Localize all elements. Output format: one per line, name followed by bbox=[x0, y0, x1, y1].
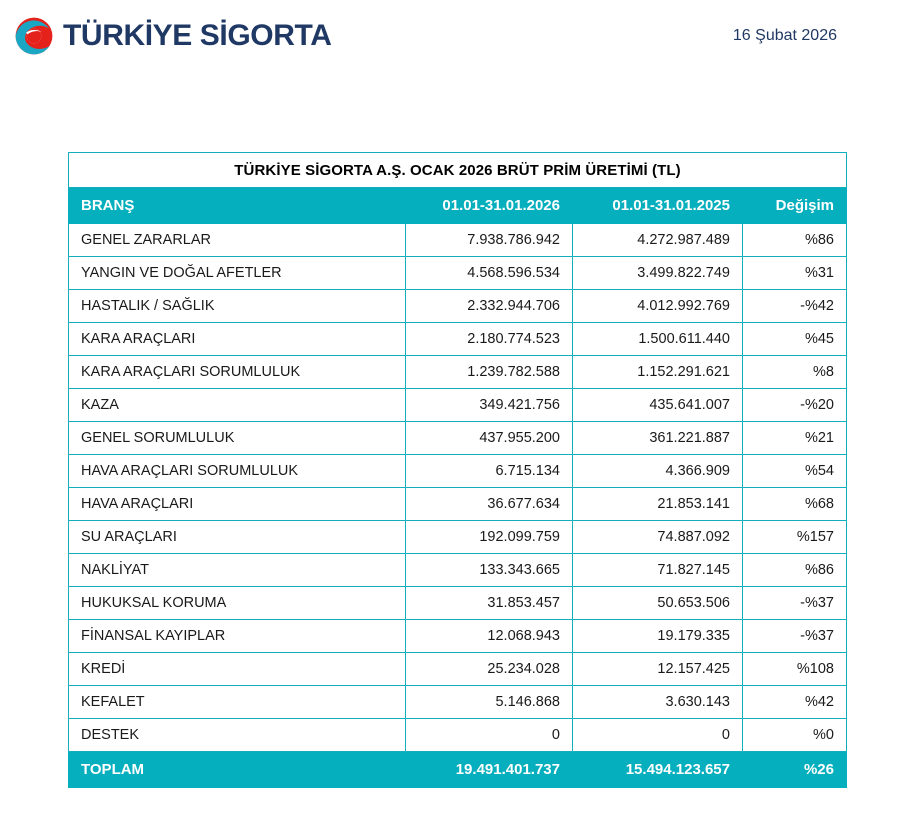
row-change-value: %54 bbox=[743, 455, 847, 488]
row-current-period-value: 31.853.457 bbox=[406, 587, 573, 620]
table-row bbox=[69, 653, 847, 686]
table-row bbox=[69, 224, 847, 257]
row-prior-period-value: 12.157.425 bbox=[573, 653, 743, 686]
premium-table-container bbox=[68, 152, 846, 788]
row-current-period-value: 2.180.774.523 bbox=[406, 323, 573, 356]
row-branch-name: HUKUKSAL KORUMA bbox=[69, 587, 406, 620]
total-label: TOPLAM bbox=[69, 752, 406, 788]
column-header-brans[interactable]: BRANŞ bbox=[69, 188, 406, 224]
table-row bbox=[69, 521, 847, 554]
row-current-period-value: 7.938.786.942 bbox=[406, 224, 573, 257]
table-row bbox=[69, 422, 847, 455]
row-branch-name: NAKLİYAT bbox=[69, 554, 406, 587]
row-current-period-value: 437.955.200 bbox=[406, 422, 573, 455]
row-current-period-value: 4.568.596.534 bbox=[406, 257, 573, 290]
row-prior-period-value: 71.827.145 bbox=[573, 554, 743, 587]
row-branch-name: KEFALET bbox=[69, 686, 406, 719]
row-branch-name: KARA ARAÇLARI SORUMLULUK bbox=[69, 356, 406, 389]
row-branch-name: KREDİ bbox=[69, 653, 406, 686]
table-row bbox=[69, 356, 847, 389]
row-prior-period-value: 19.179.335 bbox=[573, 620, 743, 653]
table-title: TÜRKİYE SİGORTA A.Ş. OCAK 2026 BRÜT PRİM ÜRETİMİ (TL) bbox=[69, 153, 847, 188]
row-branch-name: GENEL SORUMLULUK bbox=[69, 422, 406, 455]
table-body bbox=[69, 224, 847, 752]
row-prior-period-value: 4.272.987.489 bbox=[573, 224, 743, 257]
row-branch-name: HAVA ARAÇLARI SORUMLULUK bbox=[69, 455, 406, 488]
row-change-value: -%37 bbox=[743, 587, 847, 620]
brand-name: TÜRKİYE SİGORTA bbox=[63, 19, 332, 52]
row-change-value: %8 bbox=[743, 356, 847, 389]
row-current-period-value: 349.421.756 bbox=[406, 389, 573, 422]
table-foot bbox=[69, 752, 847, 788]
row-branch-name: SU ARAÇLARI bbox=[69, 521, 406, 554]
table-row bbox=[69, 587, 847, 620]
row-change-value: %68 bbox=[743, 488, 847, 521]
row-change-value: %86 bbox=[743, 224, 847, 257]
row-prior-period-value: 0 bbox=[573, 719, 743, 752]
row-branch-name: KAZA bbox=[69, 389, 406, 422]
row-change-value: %108 bbox=[743, 653, 847, 686]
row-prior-period-value: 3.499.822.749 bbox=[573, 257, 743, 290]
table-head bbox=[69, 153, 847, 224]
row-current-period-value: 133.343.665 bbox=[406, 554, 573, 587]
row-change-value: %157 bbox=[743, 521, 847, 554]
row-change-value: %31 bbox=[743, 257, 847, 290]
row-prior-period-value: 1.152.291.621 bbox=[573, 356, 743, 389]
total-previous: 15.494.123.657 bbox=[573, 752, 743, 788]
row-current-period-value: 25.234.028 bbox=[406, 653, 573, 686]
row-current-period-value: 12.068.943 bbox=[406, 620, 573, 653]
row-prior-period-value: 435.641.007 bbox=[573, 389, 743, 422]
column-header-prior-period[interactable]: 01.01-31.01.2025 bbox=[573, 188, 743, 224]
row-change-value: %0 bbox=[743, 719, 847, 752]
row-current-period-value: 192.099.759 bbox=[406, 521, 573, 554]
row-current-period-value: 5.146.868 bbox=[406, 686, 573, 719]
row-change-value: %45 bbox=[743, 323, 847, 356]
table-row bbox=[69, 455, 847, 488]
row-change-value: -%37 bbox=[743, 620, 847, 653]
row-current-period-value: 36.677.634 bbox=[406, 488, 573, 521]
table-row bbox=[69, 488, 847, 521]
turkiye-sigorta-circle-logo-icon bbox=[14, 16, 54, 56]
report-date: 16 Şubat 2026 bbox=[732, 27, 837, 44]
column-header-current-period[interactable]: 01.01-31.01.2026 bbox=[406, 188, 573, 224]
brand-lockup bbox=[14, 16, 331, 56]
table-column-header-row bbox=[69, 188, 847, 224]
table-row bbox=[69, 686, 847, 719]
table-row bbox=[69, 620, 847, 653]
table-row bbox=[69, 719, 847, 752]
row-current-period-value: 1.239.782.588 bbox=[406, 356, 573, 389]
table-row bbox=[69, 554, 847, 587]
row-prior-period-value: 50.653.506 bbox=[573, 587, 743, 620]
row-branch-name: KARA ARAÇLARI bbox=[69, 323, 406, 356]
row-current-period-value: 2.332.944.706 bbox=[406, 290, 573, 323]
row-change-value: %21 bbox=[743, 422, 847, 455]
table-row bbox=[69, 389, 847, 422]
row-change-value: %42 bbox=[743, 686, 847, 719]
row-current-period-value: 0 bbox=[406, 719, 573, 752]
row-prior-period-value: 1.500.611.440 bbox=[573, 323, 743, 356]
row-change-value: %86 bbox=[743, 554, 847, 587]
page-header bbox=[0, 0, 915, 72]
row-branch-name: DESTEK bbox=[69, 719, 406, 752]
row-prior-period-value: 361.221.887 bbox=[573, 422, 743, 455]
row-prior-period-value: 4.012.992.769 bbox=[573, 290, 743, 323]
row-branch-name: GENEL ZARARLAR bbox=[69, 224, 406, 257]
row-branch-name: HAVA ARAÇLARI bbox=[69, 488, 406, 521]
column-header-change[interactable]: Değişim bbox=[743, 188, 847, 224]
row-prior-period-value: 21.853.141 bbox=[573, 488, 743, 521]
row-prior-period-value: 3.630.143 bbox=[573, 686, 743, 719]
table-row bbox=[69, 290, 847, 323]
row-prior-period-value: 74.887.092 bbox=[573, 521, 743, 554]
row-branch-name: FİNANSAL KAYIPLAR bbox=[69, 620, 406, 653]
row-change-value: -%42 bbox=[743, 290, 847, 323]
table-row bbox=[69, 257, 847, 290]
row-current-period-value: 6.715.134 bbox=[406, 455, 573, 488]
total-change: %26 bbox=[743, 752, 847, 788]
row-prior-period-value: 4.366.909 bbox=[573, 455, 743, 488]
table-title-row bbox=[69, 153, 847, 188]
row-change-value: -%20 bbox=[743, 389, 847, 422]
table-total-row bbox=[69, 752, 847, 788]
row-branch-name: YANGIN VE DOĞAL AFETLER bbox=[69, 257, 406, 290]
total-current: 19.491.401.737 bbox=[406, 752, 573, 788]
table-row bbox=[69, 323, 847, 356]
premium-production-table bbox=[68, 152, 847, 788]
row-branch-name: HASTALIK / SAĞLIK bbox=[69, 290, 406, 323]
